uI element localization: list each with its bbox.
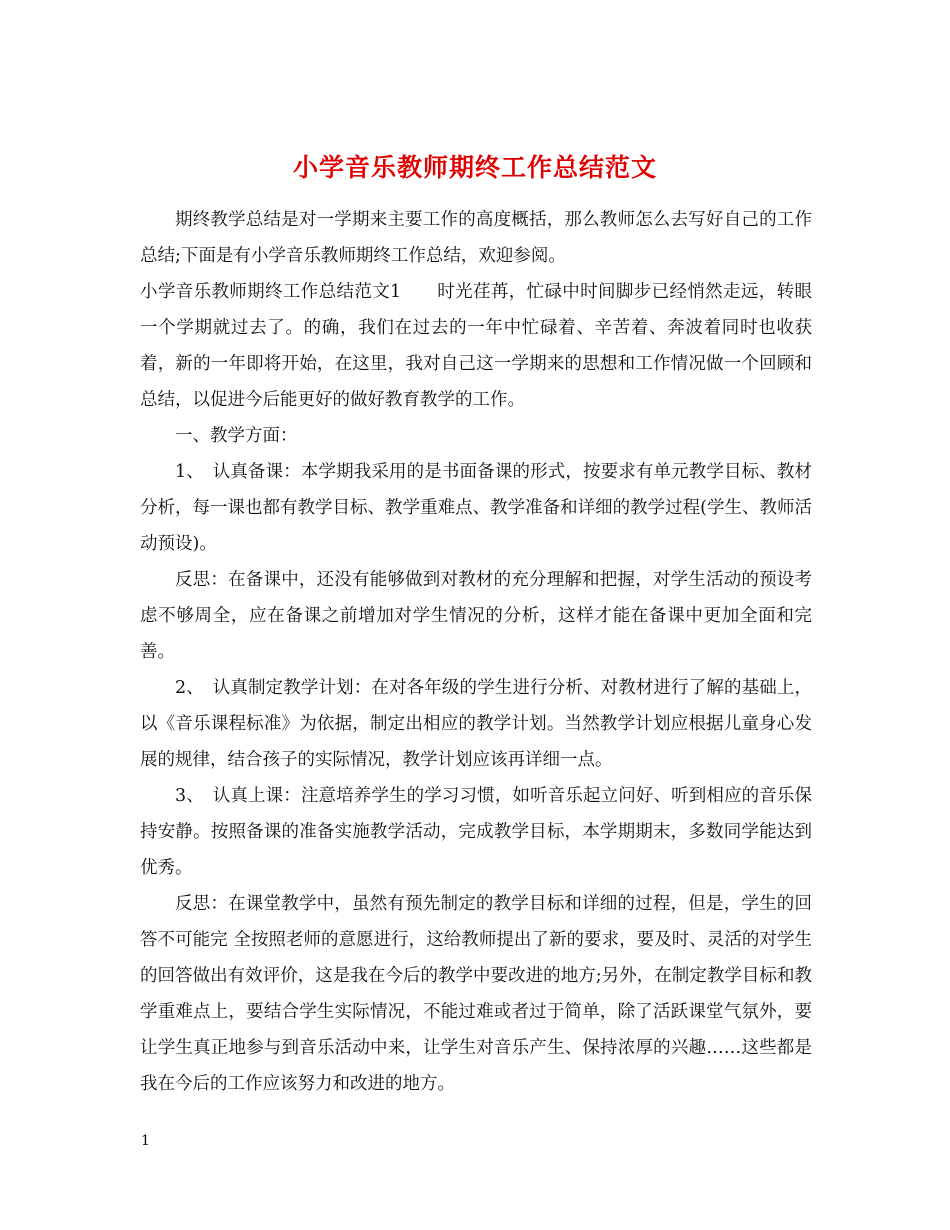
document-body [140,202,812,1102]
reflection-paragraph-2: 反思：在课堂教学中，虽然有预先制定的教学目标和详细的过程，但是，学生的回答不可能完 全按照老师的意愿进行，这给教师提出了新的要求，要及时、灵活的对学生的回答做出有效评价，这是我在今后的教学中要改进的地方;另外，在制定教学目标和教学重难点上，要结合学生实际情况，不能过难或者过于简单，除了活跃课堂气氛外，要让学生真正地参与到音乐活动中来，让学生对音乐产生、保持浓厚的兴趣……这些都是我在今后的工作应该努力和改进的地方。 [140,894,812,1094]
section-heading-paragraph: 小学音乐教师期终工作总结范文1 时光荏苒，忙碌中时间脚步已经悄然走远，转眼一个学期就过去了。的确，我们在过去的一年中忙碌着、辛苦着、奔波着同时也收获着，新的一年即将开始，在这里，我对自己这一学期来的思想和工作情况做一个回顾和总结，以促进今后能更好的做好教育教学的工作。 [140,282,812,410]
teaching-aspect-heading: 一、教学方面： [175,426,298,446]
teaching-plan-paragraph: 2、 认真制定教学计划：在对各年级的学生进行分析、对教材进行了解的基础上，以《音乐课程标准》为依据，制定出相应的教学计划。当然教学计划应根据儿童身心发展的规律，结合孩子的实际情况，教学计划应该再详细一点。 [140,678,812,770]
lesson-prep-paragraph: 1、 认真备课：本学期我采用的是书面备课的形式，按要求有单元教学目标、教材分析，每一课也都有教学目标、教学重难点、教学准备和详细的教学过程(学生、教师活动预设)。 [140,462,812,554]
class-teaching-paragraph: 3、 认真上课：注意培养学生的学习习惯，如听音乐起立问好、听到相应的音乐保持安静。按照备课的准备实施教学活动，完成教学目标，本学期期末，多数同学能达到优秀。 [140,786,812,878]
page-number: 1 [141,1133,150,1149]
reflection-paragraph-1: 反思：在备课中，还没有能够做到对教材的充分理解和把握，对学生活动的预设考虑不够周全，应在备课之前增加对学生情况的分析，这样才能在备课中更加全面和完善。 [140,570,812,662]
intro-paragraph: 期终教学总结是对一学期来主要工作的高度概括，那么教师怎么去写好自己的工作总结;下面是有小学音乐教师期终工作总结，欢迎参阅。 [140,210,812,266]
document-title: 小学音乐教师期终工作总结范文 [292,152,657,182]
